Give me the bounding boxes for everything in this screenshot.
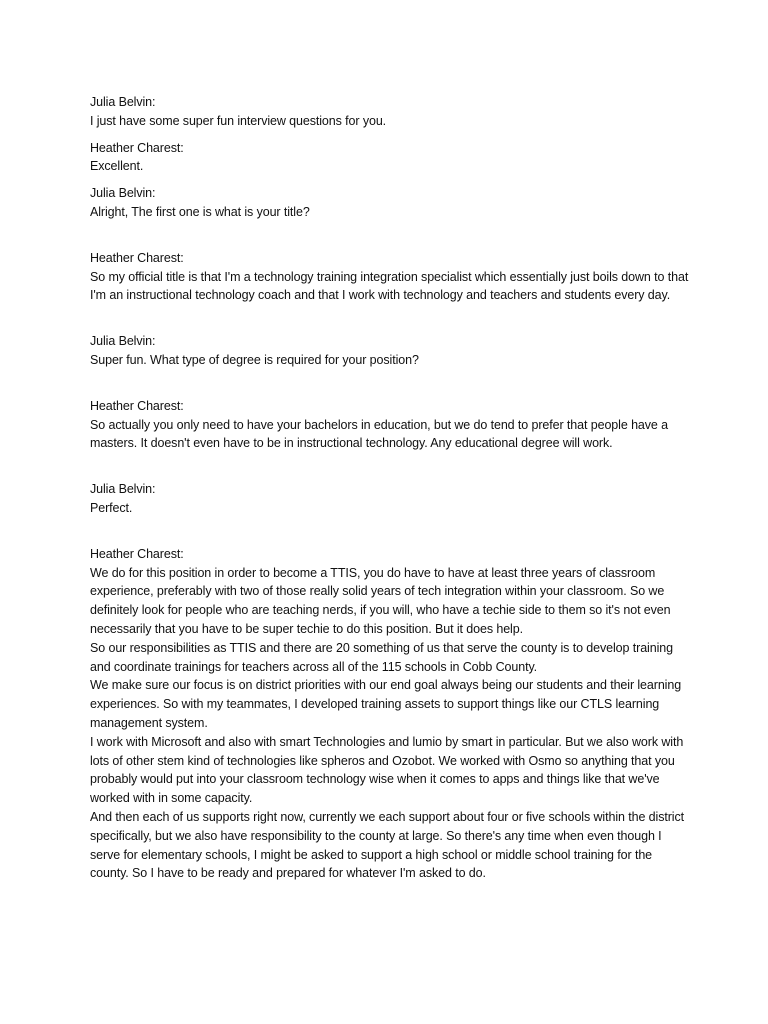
utterance: Super fun. What type of degree is required for your position? xyxy=(90,352,419,367)
turn-heather-1 xyxy=(90,139,690,177)
turn-julia-4 xyxy=(90,480,690,518)
utterance: Perfect. xyxy=(90,500,133,515)
speaker-name: Julia Belvin: xyxy=(90,334,156,349)
transcript-page xyxy=(90,93,690,883)
speaker-name: Julia Belvin: xyxy=(90,186,156,201)
utterance: So my official title is that I'm a technology training integration specialist which essentially just boils down to that I'm an instructional technology coach and that I work with technology and teachers and students every day. xyxy=(90,269,689,303)
turn-julia-3 xyxy=(90,332,690,370)
speaker-name: Heather Charest: xyxy=(90,140,184,155)
utterance: Excellent. xyxy=(90,159,144,174)
speaker-name: Heather Charest: xyxy=(90,398,184,413)
turn-julia-1 xyxy=(90,93,690,131)
speaker-name: Julia Belvin: xyxy=(90,482,156,497)
utterance: I just have some super fun interview questions for you. xyxy=(90,113,387,128)
speaker-name: Heather Charest: xyxy=(90,250,184,265)
speaker-name: Heather Charest: xyxy=(90,546,184,561)
utterance: Alright, The first one is what is your title? xyxy=(90,204,310,219)
paragraph: And then each of us supports right now, currently we each support about four or five schools within the district specifically, but we also have responsibility to the county at large. So there's any time when even though I serve for elementary schools, I might be asked to support a high school or middle school training for the county. So I have to be ready and prepared for whatever I'm asked to do. xyxy=(90,809,684,881)
paragraph: So our responsibilities as TTIS and there are 20 something of us that serve the county is to develop training and coordinate trainings for teachers across all of the 115 schools in Cobb County. xyxy=(90,640,673,674)
speaker-name: Julia Belvin: xyxy=(90,95,156,109)
paragraph: We make sure our focus is on district priorities with our end goal always being our students and their learning experiences. So with my teammates, I developed training assets to support things like our CTLS learning management system. xyxy=(90,678,682,730)
turn-julia-2 xyxy=(90,184,690,222)
paragraph: I work with Microsoft and also with smart Technologies and lumio by smart in particular. But we also work with lots of other stem kind of technologies like spheros and Ozobot. We worked with Osmo so anything that you probably would put into your classroom technology wise when it comes to apps and things like that we've worked with in some capacity. xyxy=(90,734,684,806)
turn-heather-4 xyxy=(90,545,690,883)
turn-heather-3 xyxy=(90,397,690,453)
paragraph: We do for this position in order to become a TTIS, you do have to have at least three years of classroom experience, preferably with two of those really solid years of tech integration within your classroom. So we definitely look for people who are teaching nerds, if you will, who have a techie side to them so it's not even necessarily that you have to be super techie to do this position. But it does help. xyxy=(90,565,671,636)
utterance: So actually you only need to have your bachelors in education, but we do tend to prefer that people have a masters. It doesn't even have to be in instructional technology. Any educational degree will work. xyxy=(90,417,668,451)
turn-heather-2 xyxy=(90,249,690,305)
